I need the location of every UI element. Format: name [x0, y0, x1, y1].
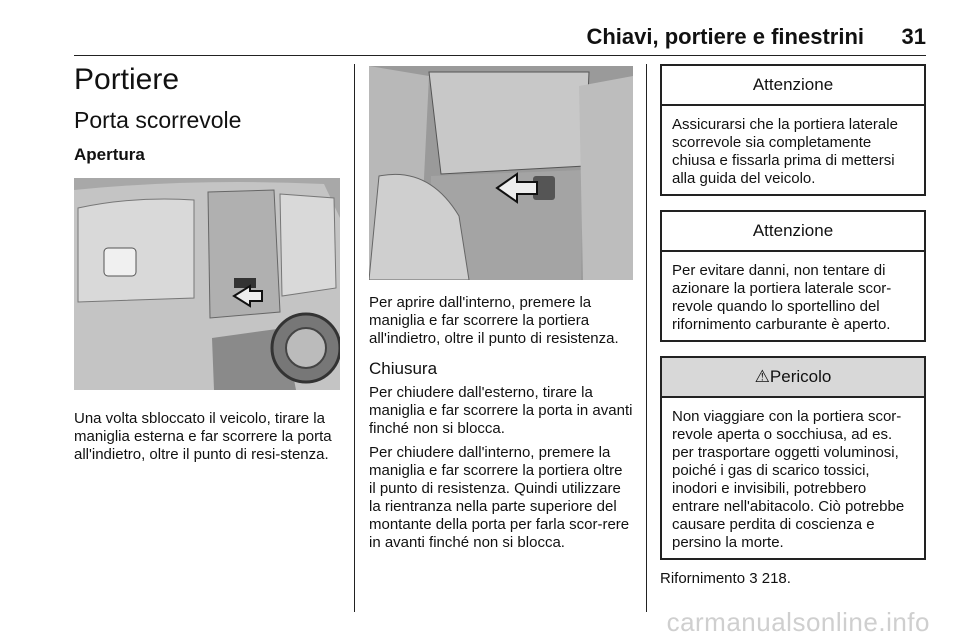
warning-box-1-text: Assicurarsi che la portiera laterale scorrevole sia completamente chiusa e fissarla prima di mettersi alla guida del veicolo. — [672, 116, 898, 187]
danger-box — [660, 356, 926, 560]
column-divider-2 — [646, 64, 647, 612]
open-interior-text: Per aprire dall'interno, premere la maniglia e far scorrere la portiera all'indietro, oltre il punto di resistenza. — [369, 294, 619, 347]
reference-arrow-icon: 3 — [749, 570, 758, 587]
van-exterior-illustration — [74, 178, 340, 390]
warning-triangle-icon: ⚠ — [754, 367, 770, 386]
header-rule — [74, 55, 926, 56]
column-3 — [660, 64, 926, 594]
warning-box-2-text: Per evitare danni, non tentare di azionare la portiera laterale scor-revole quando lo sportellino del rifornimento carburante è aperto. — [672, 262, 892, 333]
reference-label: Rifornimento — [660, 570, 746, 587]
section-title: Portiere — [74, 63, 180, 96]
heading-chiusura: Chiusura — [369, 359, 438, 378]
danger-box-title: Pericolo — [769, 367, 832, 386]
reference-page: 218. — [761, 570, 791, 587]
danger-box-text: Non viaggiare con la portiera scor-revole aperta o socchiusa, ad es. per trasportare oggetti voluminosi, poiché i gas di scarico tossici, inodori e invisibili, potrebbero entrare nell'abitacolo. Ciò potrebbe causare perdita di coscienza e persino la morte. — [672, 408, 905, 551]
header-title: Chiavi, portiere e finestrini — [586, 24, 864, 49]
close-exterior-text: Per chiudere dall'esterno, tirare la maniglia e far scorrere la porta in avanti finché non si blocca. — [369, 384, 633, 437]
warning-box-1 — [660, 64, 926, 196]
close-interior-text: Per chiudere dall'interno, premere la maniglia e far scorrere la portiera oltre il punto di resistenza. Quindi utilizzare la rientranza nella parte superiore del montante della porta per farla scor-rere in avanti finché non si blocca. — [369, 444, 630, 551]
apertura-text: Una volta sbloccato il veicolo, tirare la maniglia esterna e far scorrere la porta all'indietro, oltre il punto di resi-stenza. — [74, 410, 332, 463]
page-number: 31 — [901, 24, 926, 49]
column-1 — [74, 58, 340, 470]
watermark: carmanualsonline.info — [666, 607, 930, 637]
door-interior-illustration — [369, 66, 633, 280]
subsection-title: Porta scorrevole — [74, 107, 242, 133]
danger-box-header — [662, 358, 924, 398]
warning-box-1-title: Attenzione — [662, 66, 924, 106]
column-divider-1 — [354, 64, 355, 612]
column-2 — [369, 64, 633, 558]
heading-apertura: Apertura — [74, 145, 145, 164]
cross-reference[interactable] — [660, 570, 926, 588]
warning-box-2-title: Attenzione — [662, 212, 924, 252]
warning-box-2 — [660, 210, 926, 342]
